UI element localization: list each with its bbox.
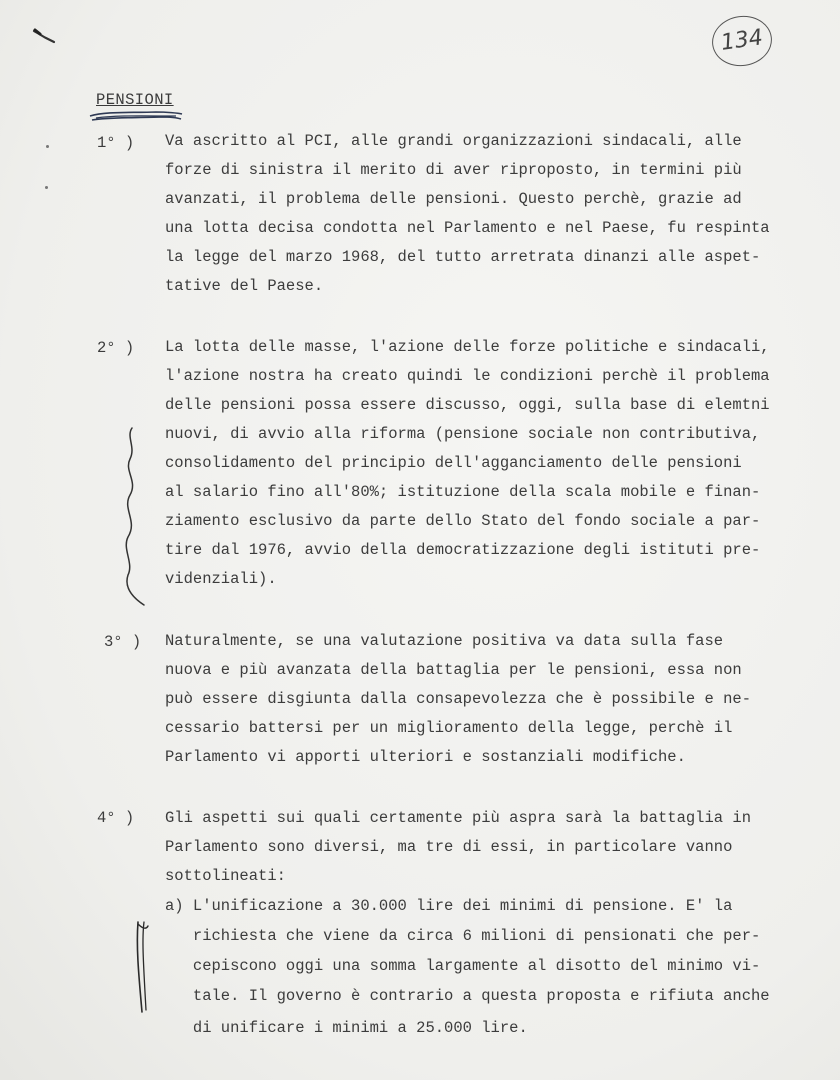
subitem-a-line: di unificare i minimi a 25.000 lire. — [165, 1019, 528, 1037]
subitem-a-line: a) L'unificazione a 30.000 lire dei minimi di pensione. E' la — [165, 897, 733, 915]
item-4-line: Parlamento sono diversi, ma tre di essi, in particolare vanno — [165, 838, 733, 856]
handwritten-margin-mark — [128, 918, 158, 1018]
title-underline-scribble — [86, 108, 186, 124]
item-2-line: La lotta delle masse, l'azione delle forze politiche e sindacali, — [165, 338, 770, 356]
item-number-2: 2° ) — [97, 339, 135, 357]
item-3-line: Naturalmente, se una valutazione positiva va data sulla fase — [165, 632, 724, 650]
handwritten-margin-bracket — [118, 425, 152, 610]
subitem-a-line: richiesta che viene da circa 6 milioni di pensionati che per- — [165, 927, 761, 945]
item-4-line: sottolineati: — [165, 867, 286, 885]
item-3-line: può essere disgiunta dalla consapevolezza che è possibile e ne- — [165, 690, 751, 708]
item-2-line: l'azione nostra ha creato quindi le condizioni perchè il problema — [165, 367, 770, 385]
item-2-line: tire dal 1976, avvio della democratizzazione degli istituti pre- — [165, 541, 761, 559]
item-number-1: 1° ) — [97, 134, 135, 152]
margin-dot — [46, 145, 49, 148]
page-number-stamp: 134 — [709, 12, 775, 70]
item-2-line: nuovi, di avvio alla riforma (pensione sociale non contributiva, — [165, 425, 761, 443]
item-1-line: forze di sinistra il merito di aver riproposto, in termini più — [165, 161, 742, 179]
item-3-line: Parlamento vi apporti ulteriori e sostanziali modifiche. — [165, 748, 686, 766]
pen-mark — [32, 28, 56, 44]
item-1-line: avanzati, il problema delle pensioni. Questo perchè, grazie ad — [165, 190, 742, 208]
subitem-a-line: cepiscono oggi una somma largamente al disotto del minimo vi- — [165, 957, 761, 975]
item-number-3: 3° ) — [104, 633, 142, 651]
subitem-a-line: tale. Il governo è contrario a questa proposta e rifiuta anche — [165, 987, 770, 1005]
item-1-line: tative del Paese. — [165, 277, 324, 295]
item-1-line: Va ascritto al PCI, alle grandi organizzazioni sindacali, alle — [165, 132, 742, 150]
item-1-line: una lotta decisa condotta nel Parlamento e nel Paese, fu respinta — [165, 219, 770, 237]
item-2-line: ziamento esclusivo da parte dello Stato del fondo sociale a par- — [165, 512, 761, 530]
page-title: PENSIONI — [96, 91, 174, 109]
item-4-line: Gli aspetti sui quali certamente più aspra sarà la battaglia in — [165, 809, 751, 827]
item-2-line: consolidamento del principio dell'agganciamento delle pensioni — [165, 454, 742, 472]
item-1-line: la legge del marzo 1968, del tutto arretrata dinanzi alle aspet- — [165, 248, 761, 266]
margin-dot — [45, 186, 48, 189]
item-2-line: videnziali). — [165, 570, 277, 588]
item-3-line: nuova e più avanzata della battaglia per le pensioni, essa non — [165, 661, 742, 679]
item-3-line: cessario battersi per un miglioramento della legge, perchè il — [165, 719, 733, 737]
item-2-line: delle pensioni possa essere discusso, oggi, sulla base di elemtni — [165, 396, 770, 414]
item-number-4: 4° ) — [97, 809, 135, 827]
item-2-line: al salario fino all'80%; istituzione della scala mobile e finan- — [165, 483, 761, 501]
